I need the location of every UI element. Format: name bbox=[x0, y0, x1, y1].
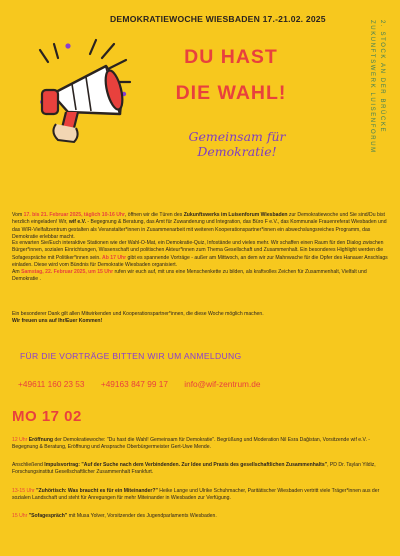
slogan-line1: Gemeinsam für bbox=[188, 129, 286, 144]
program-item-keynote: Anschließend Impulsvortrag: "Auf der Suche nach dem Verbindenden. Zur Idee und Praxis des gesellschaftlichen Zusammenhalts", PD Dr. Taylan Yildiz, Forschungsinstitut Gesellschaftlicher Zusammenhalt Frankfurt. bbox=[12, 462, 376, 476]
program-item-sofa-talk: 15 Uhr "Sofagespräch" mit Musa Yolver, Vorsitzender des Jugendparlaments Wiesbaden. bbox=[12, 513, 217, 519]
intro-paragraph-3: Ein besonderer Dank gilt allen Mitwirkenden und Kooperationspartner*innen, die diese Woche möglich machen. Wir freuen uns auf Ihr/Euer Kommen! bbox=[12, 311, 264, 325]
intro-paragraph-2: Es erwarten Sie/Euch interaktive Stationen wie der Wahl-O-Mat, ein Demokratie-Quiz, Infostände und vieles mehr. Wir schaffen einen Raum für den Dialog zwischen Bürger*innen, sozialen Einrichtungen, Wissenschaft und politischen Akteur*innen zum Thema Gesellschaft und Zusammenhalt. Ein besonderes Highlight werden die Sofagespräche mit Politiker*innen sein. Ab 17 Uhr gibt es spannende Vorträge - außer am Mittwoch, an dem wir zur Mahnwache für die Opfer des Hanauer Anschlags einladen. Diese wird vom Bündnis für Demokratie Wiesbaden organisiert. Am Samstag, 22. Februar 2025, um 15 Uhr rufen wir euch auf, mit uns eine Menschenkette zu bilden, als kraftvolles Zeichen für Zusammenhalt, Vielfalt und Demokratie . bbox=[12, 240, 388, 283]
venue-floor-vertical-text: 2. STOCK AN DER BRÜCKE bbox=[379, 20, 385, 134]
closing-line: Wir freuen uns auf Ihr/Euer Kommen! bbox=[12, 318, 103, 325]
slogan-line2: Demokratie! bbox=[197, 144, 277, 159]
email-link[interactable]: info@wif-zentrum.de bbox=[184, 379, 261, 389]
day-heading: MO 17 02 bbox=[12, 408, 82, 425]
contact-row bbox=[18, 379, 275, 389]
intro-paragraph-1: Vom 17. bis 21. Februar 2025, täglich 10-16 Uhr, öffnen wir die Türen des Zukunftswerks im Luisenforum Wiesbaden zur Demokratiewoche und Sie sind/Du bist herzlich eingeladen! Wir, wif e.V. - Begegnung & Beratung, das Amt für Zuwanderung und Integration, das Büro F e.V., das Kommunale Frauenreferat Wiesbaden und das WIR-Vielfaltzentrum gestalten als Veranstalter*innen in Zusammenarbeit mit weiteren Kooperationspartner*innen ein abwechslungsreiches Programm, das Demokratie erlebbar macht. bbox=[12, 212, 387, 240]
phone-2[interactable]: +49163 847 99 17 bbox=[100, 379, 168, 389]
program-item-listening-table: 13-15 Uhr "Zuhörtisch: Was braucht es für ein Miteinander?" Heike Lange und Ulrike Schuhmacher, Paritätischer Wiesbaden vertritt viele Träger*innen aus der sozialen Landschaft und steht für Anregungen für mehr Miteinander in Wiesbaden zur Verfügung. bbox=[12, 488, 380, 502]
phone-1[interactable]: +49611 160 23 53 bbox=[18, 379, 85, 389]
headline-line1: DU HAST bbox=[184, 46, 278, 68]
program-item-opening: 12 Uhr Eröffnung der Demokratiewoche: "Du hast die Wahl! Gemeinsam für Demokratie". Begrüßung und Moderation Nil Esra Dağistan, Vorsitzende wif e.V. - Begegnung & Beratung, Eröffnung und Ansprache Oberbürgermeister Gert-Uwe Mende. bbox=[12, 437, 370, 451]
venue-vertical-text: ZUKUNFTSWERK LUISENFORUM bbox=[369, 20, 375, 154]
registration-heading: FÜR DIE VORTRÄGE BITTEN WIR UM ANMELDUNG bbox=[20, 351, 242, 361]
event-title: DEMOKRATIEWOCHE WIESBADEN 17.-21.02. 2025 bbox=[110, 14, 326, 24]
megaphone-icon bbox=[28, 32, 148, 152]
headline-line2: DIE WAHL! bbox=[175, 82, 287, 104]
